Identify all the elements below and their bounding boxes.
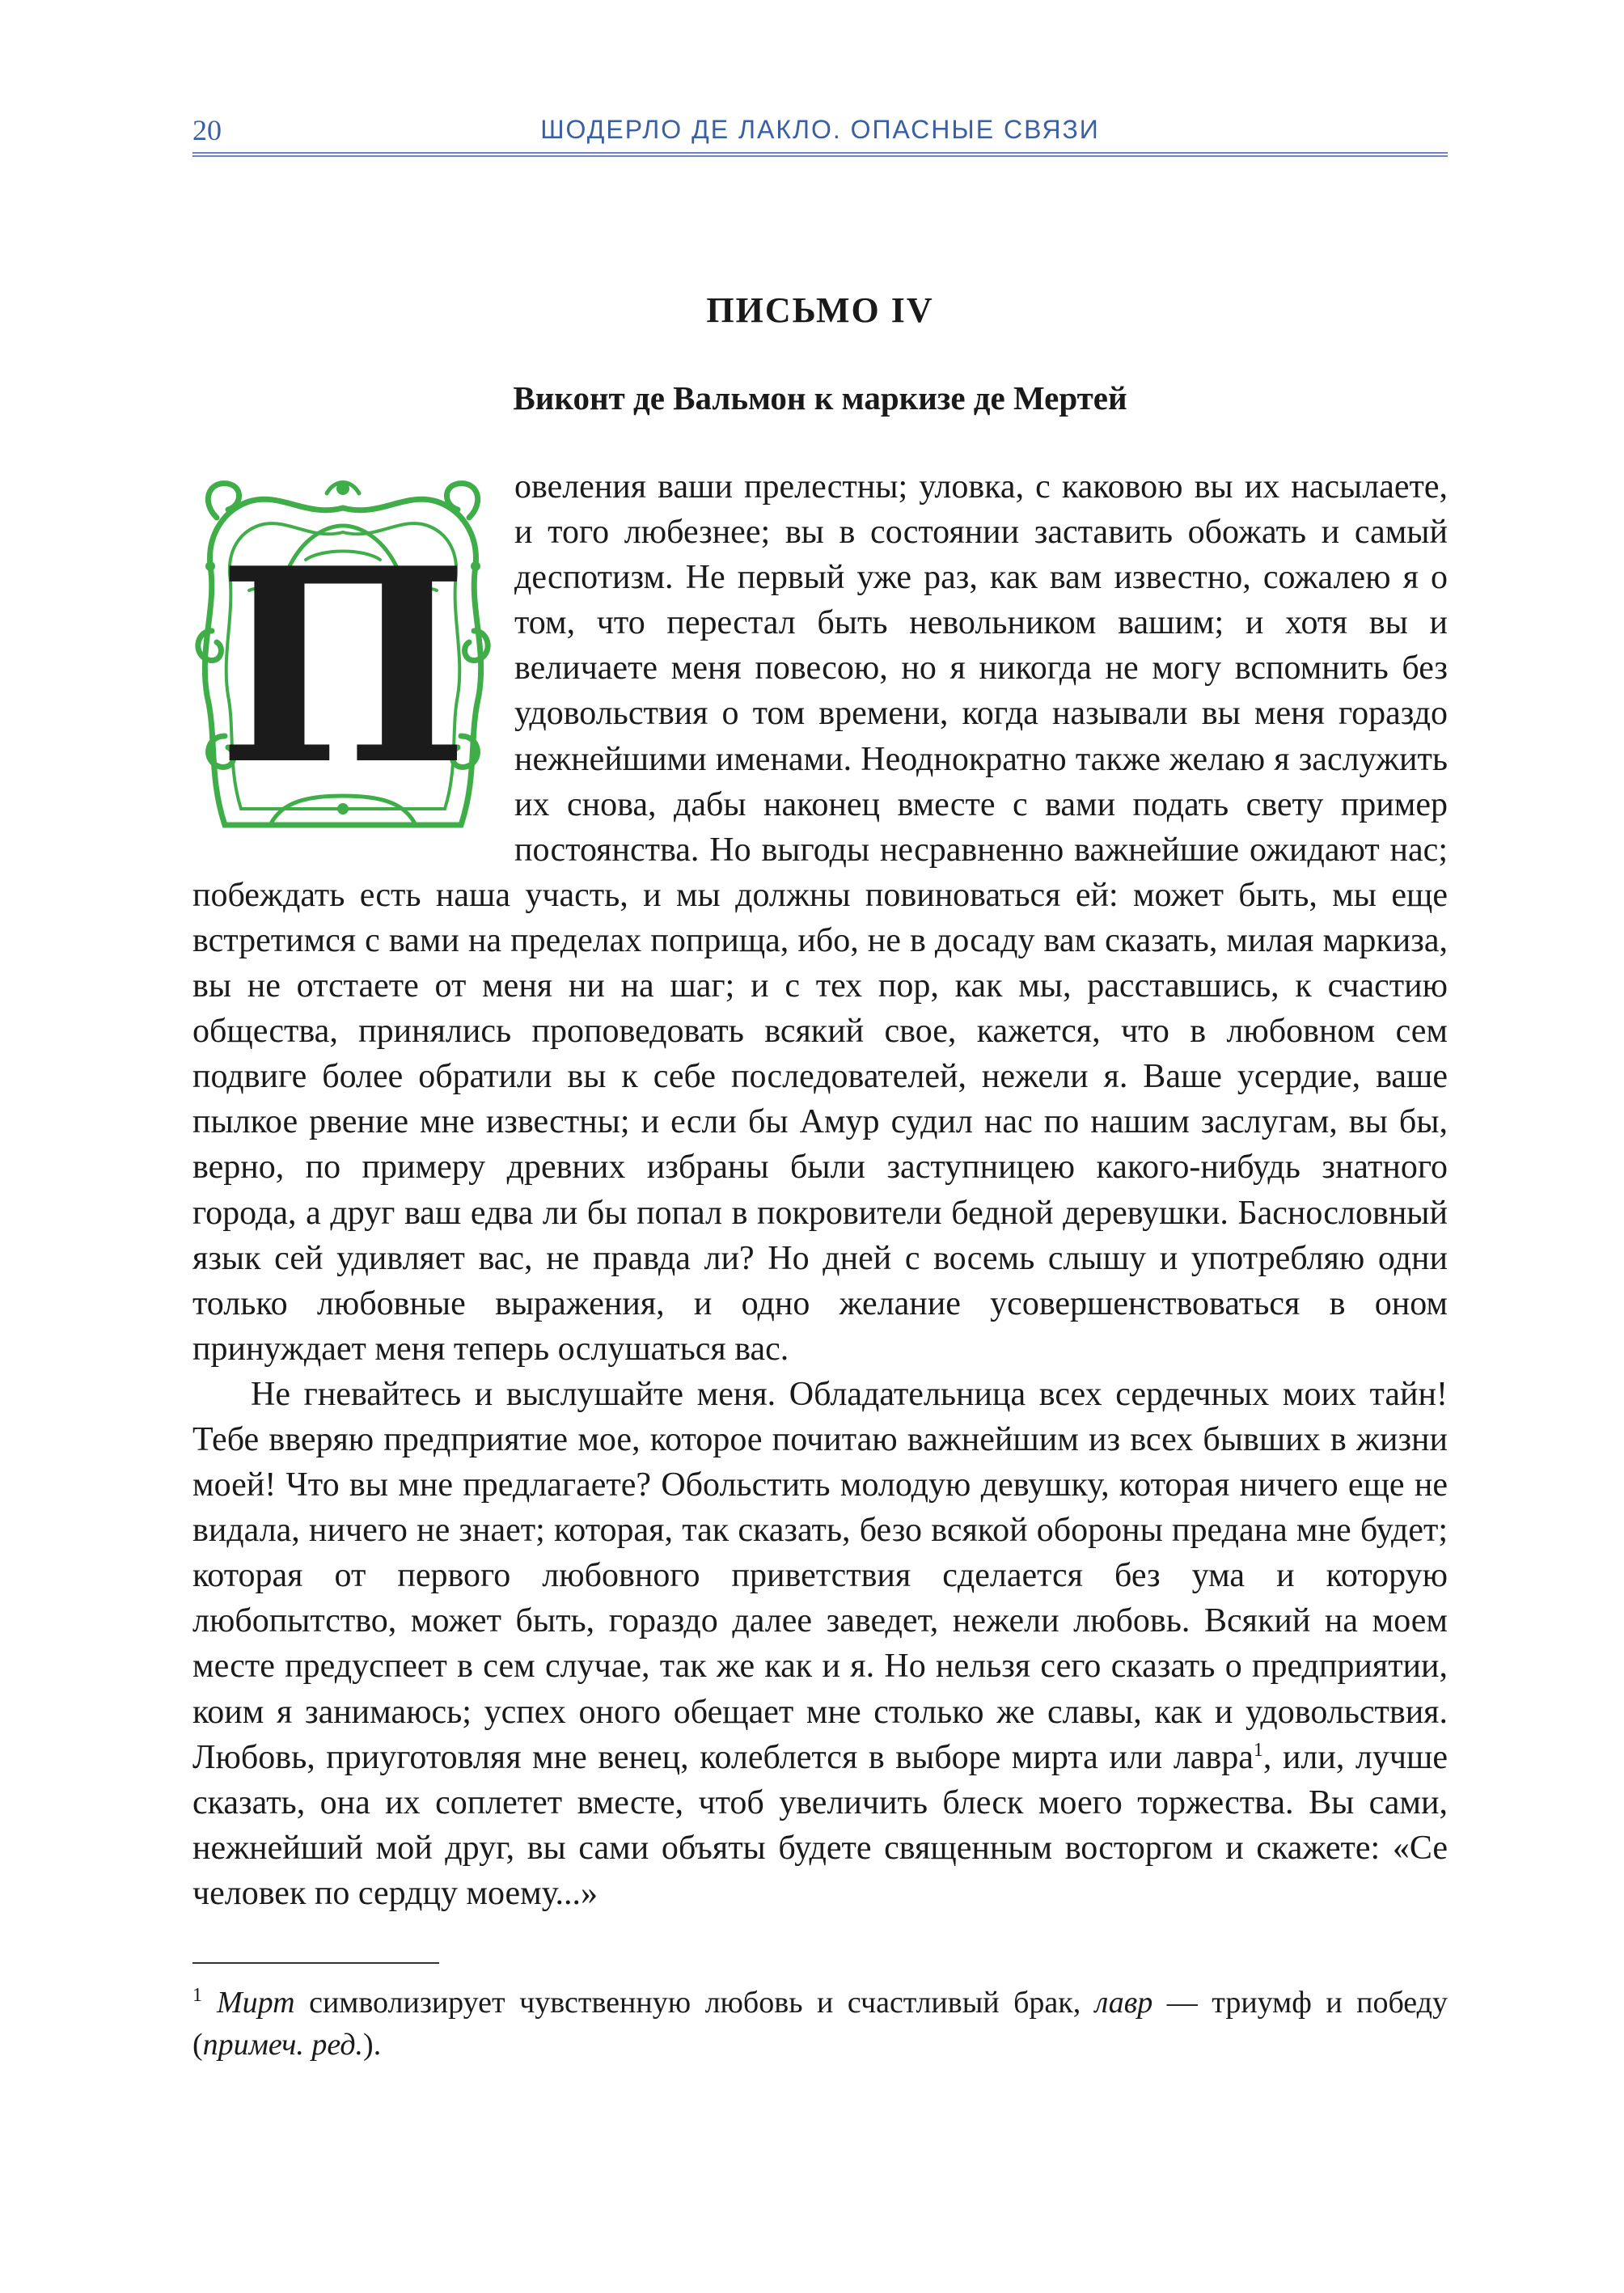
paragraph-2: [192, 1372, 1448, 1916]
footnote-reference[interactable]: 1: [1253, 1739, 1263, 1761]
footnote: [192, 1982, 1448, 2066]
running-head: [192, 113, 1448, 155]
letter-body: [192, 464, 1448, 1916]
paragraph-2-text-a: Не гневайтесь и выслушайте меня. Обладательница всех сердечных моих тайн! Тебе вверяю предприятие мое, которое почитаю важнейшим из всех бывших в жизни моей! Что вы мне предлагаете? Обольстить молодую девушку, которая ничего еще не видала, ничего не знает; которая, так сказать, безо всякой обороны предана мне будет; которая от первого любовного приветствия сделается без ума и которую любопытство, может быть, гораздо далее заведет, нежели любовь. Всякий на моем месте предуспеет в сем случае, так же как и я. Но нельзя сего сказать о предприятии, коим я занимаюсь; успех оного обещает мне столько же славы, как и удовольствия. Любовь, приуготовляя мне венец, колеблется в выборе мирта или лавра: [192, 1375, 1448, 1776]
running-title: ШОДЕРЛО ДЕ ЛАКЛО. ОПАСНЫЕ СВЯЗИ: [540, 115, 1100, 144]
footnote-text-3: ).: [363, 2028, 382, 2062]
paragraph-2-text-b: , или, лучше сказать, она их соплетет вместе, чтоб увеличить блеск моего торжества. Вы сами, нежнейший мой друг, вы сами объяты будете священным восторгом и скажете: «Се человек по сердцу моему...»: [192, 1738, 1448, 1912]
letter-title: ПИСЬМО IV: [706, 290, 934, 330]
footnote-editor-note: примеч. ред.: [202, 2028, 364, 2062]
paragraph-1-text: овеления ваши прелестны; уловка, с каковою вы их насылаете, и того любезнее; вы в состоянии заставить обожать и самый деспотизм. Не первый уже раз, как вам известно, сожалею я о том, что перестал быть невольником вашим; и хотя вы и величаете меня повесою, но я никогда не могу вспомнить без удовольствия о том времени, когда называли вы меня гораздо нежнейшими именами. Неоднократно также желаю я заслужить их снова, дабы наконец вместе с вами подать свету пример постоянства. Но выгоды несравненно важнейшие ожидают нас; побеждать есть наша участь, и мы должны повиноваться ей: может быть, мы еще встретимся с вами на пределах поприща, ибо, не в досаду вам сказать, милая маркиза, вы не отстаете от меня ни на шаг; и с тех пор, как мы, расставшись, к счастию общества, принялись проповедовать всякий свое, кажется, что в любовном сем подвиге более обратили вы к себе последователей, нежели я. Ваше усердие, ваше пылкое рвение мне известны; и если бы Амур судил нас по нашим заслугам, вы бы, верно, по примеру древних избраны были заступницею какого-нибудь знатного города, а друг ваш едва ли бы попал в покровители бедной деревушки. Баснословный язык сей удивляет вас, не правда ли? Но дней с восемь слышу и употребляю одни только любовные выражения, и одно желание усовершенствоваться в оном принуждает меня теперь ослушаться вас.: [192, 468, 1448, 1368]
letter-subtitle: Виконт де Вальмон к маркизе де Мертей: [513, 379, 1127, 417]
footnote-text-2: — триумф и победу (: [192, 1986, 1448, 2062]
footnote-mark: 1: [192, 1985, 202, 2007]
footnote-term-myrtle: Мирт: [217, 1986, 295, 2020]
footnote-term-laurel: лавр: [1094, 1986, 1153, 2020]
header-rule: [192, 152, 1448, 157]
drop-cap: [192, 469, 493, 841]
drop-cap-letter: П: [217, 510, 469, 823]
ornamental-frame-icon: [192, 469, 493, 841]
paragraph-1: [192, 464, 1448, 1372]
footnote-rule: [192, 1962, 439, 1964]
footnote-text-1: символизирует чувственную любовь и счастливый брак,: [294, 1986, 1095, 2020]
page-number: 20: [192, 114, 222, 146]
